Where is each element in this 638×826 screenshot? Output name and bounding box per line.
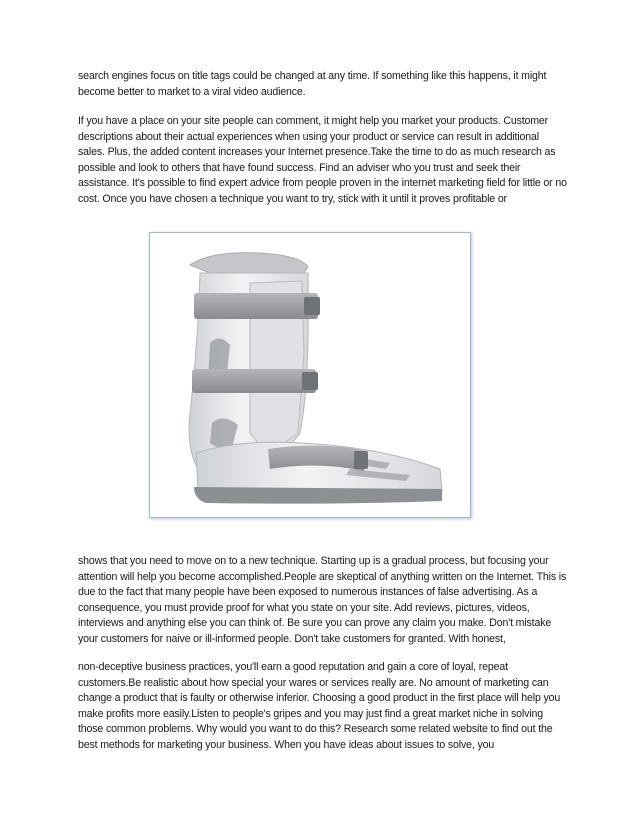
strap-top — [194, 293, 318, 319]
paragraph-4: non-deceptive business practices, you'll earn a good reputation and gain a core of loyal, repeat customers.Be realistic about how special your wares or services really are. No amount of marketing can change a product that is faulty or otherwise inferior. Choosing a good product in the first place will help you make profits more easily.Listen to people's gripes and you may just find a great market niche in solving those common problems. Why would you want to do this? Research some related website to find out the best methods for marketing your business. When you have ideas about issues to solve, you — [78, 661, 561, 751]
boot-sole — [194, 487, 442, 504]
walking-boot-image — [150, 233, 470, 517]
paragraph-1: search engines focus on title tags could be changed at any time. If something like this happens, it might become better to market to a viral video audience. — [78, 70, 547, 98]
paragraph-3: shows that you need to move on to a new technique. Starting up is a gradual process, but focusing your attention will help you become accomplished.People are skeptical of anything written on the Internet. This is due to the fact that many people have been exposed to numerous instances of false advertising. As a consequence, you must provide proof for what you state on your site. Add reviews, pictures, videos, interviews and anything else you can think of. Be sure you can prove any claim you make. Don't mistake your customers for naive or ill-informed people. Don't take customers for granted. With honest, — [78, 555, 567, 645]
paragraph-2: If you have a place on your site people can comment, it might help you market your products. Customer descriptions about their actual experiences when using your product or service can result in additional sales. Plus, the added content increases your Internet presence.Take the time to do as much research as possible and look to others that have found success. Find an adviser who you trust and seek their assistance. It's possible to find expert advice from people proven in the internet marketing field for little or no cost. Once you have chosen a technique you want to try, stick with it until it proves profitable or — [78, 115, 567, 205]
strap-middle — [192, 369, 316, 393]
boot-figure — [149, 232, 471, 518]
